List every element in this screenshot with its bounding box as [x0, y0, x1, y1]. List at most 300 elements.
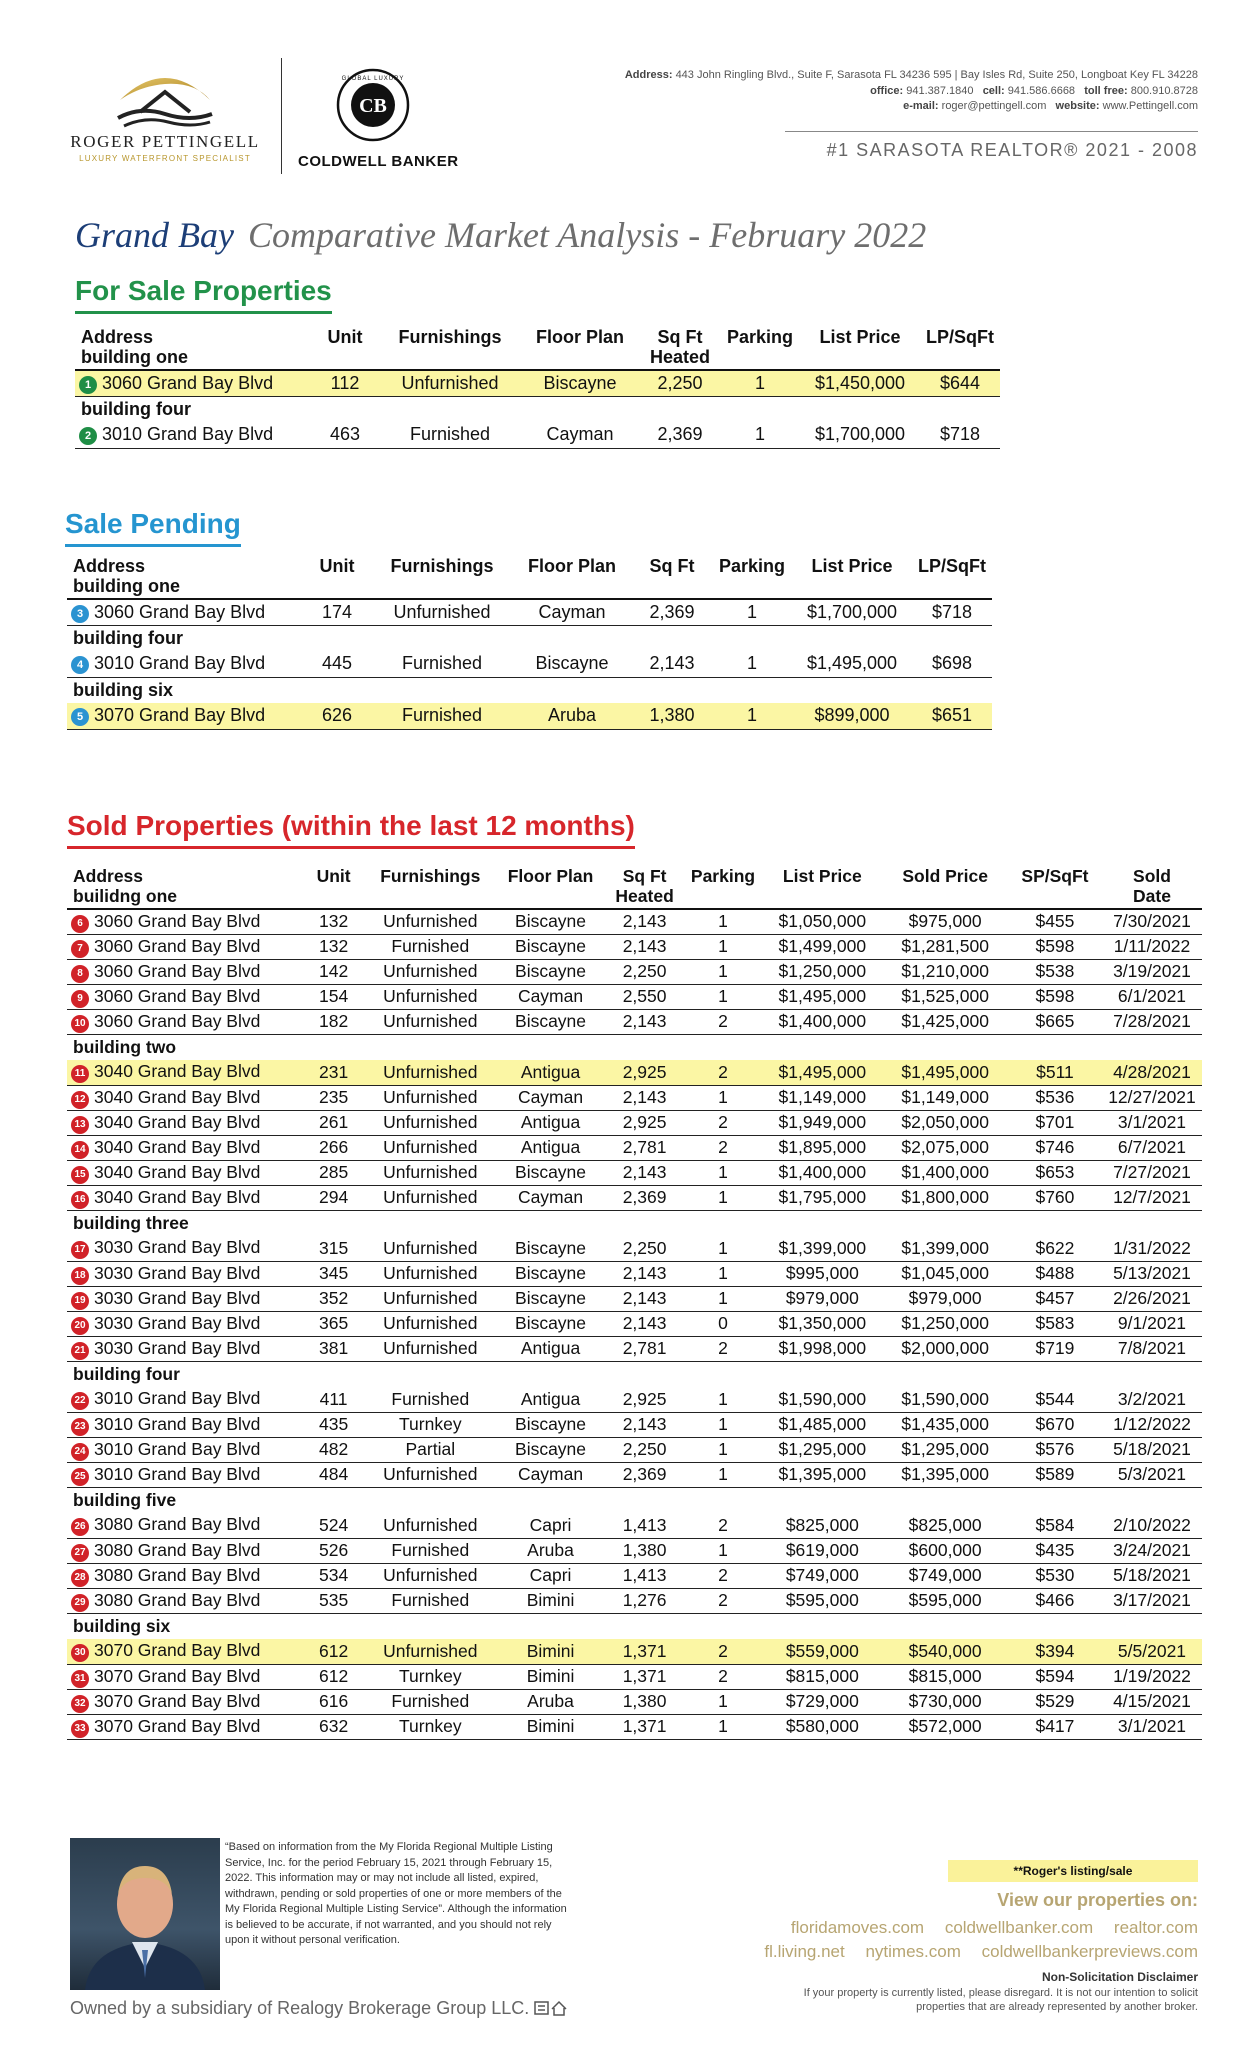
cell-spsqft: $584	[1035, 1514, 1075, 1535]
sale-pending-table	[67, 556, 992, 730]
cell-sqft: 2,143	[649, 653, 695, 674]
cell-date: 7/27/2021	[1113, 1162, 1191, 1182]
listing-address-cell	[67, 1261, 302, 1286]
cell-sqft: 1,413	[622, 1514, 667, 1535]
listing-row	[75, 422, 1000, 448]
cell-spsqft: $544	[1035, 1388, 1075, 1409]
col-sold-date: Sold Date	[1133, 866, 1171, 906]
cell-furn: Furnished	[391, 936, 470, 956]
cell-unit: 626	[321, 705, 353, 726]
site-link-previews[interactable]: coldwellbankerpreviews.com	[981, 1942, 1198, 1961]
cell-list: $1,495,000	[778, 986, 867, 1006]
cell-date: 3/1/2021	[1117, 1716, 1187, 1736]
site-link-nytimes[interactable]: nytimes.com	[865, 1942, 961, 1961]
cell-spsqft: $598	[1035, 986, 1075, 1006]
listing-row	[67, 1160, 1202, 1185]
listing-address: 3060 Grand Bay Blvd	[94, 910, 261, 931]
cell-list: $825,000	[785, 1514, 859, 1535]
cell-furn: Furnished	[409, 424, 491, 445]
site-link-coldwellbanker[interactable]: coldwellbanker.com	[944, 1918, 1094, 1937]
listing-row	[67, 1387, 1202, 1412]
listing-address-cell	[67, 1060, 302, 1085]
listing-number-badge: 10	[71, 1015, 89, 1033]
listing-address: 3040 Grand Bay Blvd	[94, 1111, 261, 1132]
cell-date: 1/31/2022	[1113, 1237, 1191, 1258]
col-address: Address building one	[73, 556, 180, 596]
cell-unit: 112	[330, 372, 360, 393]
listing-row	[67, 1639, 1202, 1664]
col-unit: Unit	[319, 556, 355, 576]
listing-address: 3060 Grand Bay Blvd	[102, 372, 274, 393]
community-name: Grand Bay	[75, 215, 234, 255]
col-sqft: Sq Ft	[649, 556, 695, 576]
listing-row	[75, 370, 1000, 396]
listing-address: 3080 Grand Bay Blvd	[94, 1564, 261, 1585]
building-group-row	[75, 396, 1000, 422]
cell-sold: $1,425,000	[901, 1011, 989, 1031]
building-group-row	[67, 1034, 1202, 1060]
cell-parking: 1	[718, 1162, 728, 1182]
col-furnishings: Furnishings	[398, 327, 502, 347]
listing-address-cell	[67, 1185, 302, 1210]
cell-date: 5/13/2021	[1113, 1263, 1191, 1283]
cell-sold: $540,000	[908, 1640, 982, 1661]
cell-parking: 1	[746, 653, 757, 674]
cell-plan: Biscayne	[515, 1162, 587, 1182]
cell-sqft: 1,371	[622, 1666, 667, 1686]
listing-number-badge: 15	[71, 1166, 89, 1184]
col-lp-sqft: LP/SqFt	[918, 556, 986, 576]
cell-furn: Partial	[405, 1439, 456, 1459]
listing-number-badge: 5	[71, 708, 89, 726]
cell-list: $1,350,000	[778, 1313, 867, 1333]
cell-parking: 2	[718, 1514, 728, 1535]
cell-plan: Antigua	[520, 1061, 581, 1082]
listing-number-badge: 27	[71, 1544, 89, 1562]
cell-sqft: 1,380	[649, 705, 695, 726]
col-sold-price: Sold Price	[902, 866, 988, 886]
building-name: building six	[73, 679, 174, 700]
listing-address: 3040 Grand Bay Blvd	[94, 1086, 261, 1107]
cell-sqft: 2,143	[622, 1162, 667, 1182]
listing-number-badge: 24	[71, 1443, 89, 1461]
listing-address: 3070 Grand Bay Blvd	[94, 1690, 261, 1711]
cell-parking: 2	[718, 1338, 728, 1358]
listing-address: 3060 Grand Bay Blvd	[94, 1010, 261, 1031]
cell-unit: 352	[318, 1288, 349, 1308]
cell-sold: $1,495,000	[901, 1061, 989, 1082]
cell-furn: Unfurnished	[383, 1338, 478, 1358]
cell-list: $1,450,000	[814, 372, 906, 393]
cell-furn: Unfurnished	[401, 372, 499, 393]
cell-furn: Unfurnished	[393, 601, 491, 622]
cell-date: 2/26/2021	[1113, 1288, 1191, 1308]
website-link[interactable]: www.Pettingell.com	[1102, 100, 1198, 112]
listing-address-cell	[67, 959, 302, 984]
cell-unit: 381	[318, 1338, 349, 1358]
coldwell-banker-logo	[298, 68, 459, 170]
building-name: building four	[73, 627, 183, 648]
listing-address-cell	[67, 1538, 302, 1563]
listing-address-cell	[67, 1085, 302, 1110]
cell-list: $1,400,000	[778, 1162, 867, 1182]
cell-plan: Antigua	[520, 1388, 581, 1409]
cell-date: 3/19/2021	[1113, 961, 1191, 981]
listing-number-badge: 17	[71, 1241, 89, 1259]
cell-plan: Cayman	[546, 424, 614, 445]
non-solicitation-text: If your property is currently listed, please disregard. It is not our intention to solicit properties that are already represented by another broker.	[803, 1987, 1198, 2013]
cell-sold: $825,000	[908, 1514, 982, 1535]
cell-list: $1,590,000	[778, 1388, 867, 1409]
cell-spsqft: $457	[1035, 1288, 1075, 1308]
cell-plan: Antigua	[520, 1112, 581, 1132]
cell-sqft: 2,250	[622, 961, 667, 981]
roger-pettingell-logo	[60, 62, 270, 163]
listing-row	[67, 1689, 1202, 1714]
cell-plan: Antigua	[520, 1338, 581, 1358]
col-address: Address building one	[81, 327, 188, 367]
agent-photo	[70, 1838, 220, 1990]
cell-list: $979,000	[785, 1288, 859, 1308]
cell-sold: $2,075,000	[901, 1137, 989, 1157]
cell-spsqft: $598	[1035, 936, 1075, 956]
building-group-row	[67, 1487, 1202, 1513]
cell-date: 4/15/2021	[1113, 1691, 1191, 1711]
cell-parking: 1	[718, 1187, 728, 1207]
cell-unit: 524	[318, 1514, 349, 1535]
cell-spsqft: $538	[1035, 961, 1075, 981]
listing-number-badge: 9	[71, 990, 89, 1008]
listing-address: 3030 Grand Bay Blvd	[94, 1237, 261, 1258]
cell-plan: Biscayne	[515, 936, 587, 956]
cell-unit: 526	[318, 1540, 349, 1560]
logo-divider	[281, 58, 282, 174]
cell-unit: 612	[318, 1640, 349, 1661]
cell-parking: 1	[718, 1414, 728, 1434]
cell-sold: $572,000	[908, 1716, 982, 1736]
cell-sqft: 2,550	[622, 986, 667, 1006]
listing-row	[67, 1664, 1202, 1689]
listing-row	[67, 1538, 1202, 1563]
listing-address-cell	[67, 909, 302, 934]
cell-spsqft: $511	[1036, 1061, 1074, 1082]
cell-parking: 2	[718, 1666, 728, 1686]
cell-parking: 2	[718, 1640, 728, 1661]
cell-sold: $1,295,000	[901, 1439, 989, 1459]
col-parking: Parking	[726, 327, 794, 347]
cell-furn: Unfurnished	[383, 1640, 478, 1661]
cell-plan: Cayman	[517, 1464, 584, 1484]
cell-parking: 1	[718, 1288, 728, 1308]
cell-date: 5/18/2021	[1113, 1565, 1191, 1585]
listing-number-badge: 3	[71, 605, 89, 623]
listing-number-badge: 16	[71, 1191, 89, 1209]
col-floor-plan: Floor Plan	[527, 556, 616, 576]
cell-sold: $600,000	[908, 1540, 982, 1560]
cell-furn: Unfurnished	[383, 1288, 478, 1308]
cell-unit: 235	[318, 1087, 349, 1107]
email-link[interactable]: roger@pettingell.com	[941, 100, 1047, 112]
col-list-price: List Price	[811, 556, 893, 576]
cell-spsqft: $670	[1035, 1414, 1075, 1434]
cell-date: 7/28/2021	[1113, 1011, 1191, 1031]
cell-list: $1,895,000	[778, 1137, 867, 1157]
cell-unit: 294	[318, 1187, 349, 1207]
listing-address-cell	[67, 1236, 302, 1261]
cell-sqft: 2,250	[622, 1237, 667, 1258]
listing-number-badge: 13	[71, 1116, 89, 1134]
cell-spsqft: $455	[1035, 911, 1075, 932]
cell-date: 4/28/2021	[1113, 1061, 1191, 1082]
listing-number-badge: 22	[71, 1392, 89, 1410]
cell-furn: Unfurnished	[383, 961, 478, 981]
report-subtitle: Comparative Market Analysis - February 2022	[247, 215, 927, 255]
cell-sold: $2,000,000	[901, 1338, 989, 1358]
cell-parking: 1	[718, 911, 728, 932]
cell-sold: $2,050,000	[901, 1112, 989, 1132]
cell-list: $1,499,000	[778, 936, 867, 956]
cell-unit: 612	[318, 1666, 349, 1686]
cell-plan: Capri	[529, 1514, 572, 1535]
cell-list: $619,000	[785, 1540, 859, 1560]
listing-row	[67, 599, 992, 625]
cell-plan: Cayman	[517, 1087, 584, 1107]
cell-furn: Unfurnished	[383, 1162, 478, 1182]
non-solicitation-title: Non-Solicitation Disclaimer	[1041, 1970, 1198, 1984]
listing-address-cell	[75, 422, 310, 448]
sold-table	[67, 866, 1202, 1740]
listing-address-cell	[67, 1387, 302, 1412]
cell-furn: Furnished	[391, 1691, 470, 1711]
cell-unit: 365	[318, 1313, 349, 1333]
cell-plan: Capri	[529, 1565, 572, 1585]
listing-row	[67, 651, 992, 677]
cell-spsqft: $665	[1035, 1011, 1075, 1031]
cell-sqft: 2,369	[622, 1464, 667, 1484]
cell-plan: Bimini	[526, 1716, 575, 1736]
cell-furn: Furnished	[401, 705, 483, 726]
listing-address: 3040 Grand Bay Blvd	[94, 1186, 261, 1207]
listing-address-cell	[67, 703, 302, 729]
cell-sold: $1,800,000	[901, 1187, 989, 1207]
cell-plan: Biscayne	[515, 1414, 587, 1434]
site-link-floridamoves[interactable]: floridamoves.com	[790, 1918, 925, 1937]
cell-sold: $1,149,000	[901, 1087, 989, 1107]
cell-unit: 632	[318, 1716, 349, 1736]
listing-address-cell	[67, 1437, 302, 1462]
cell-list: $580,000	[785, 1716, 859, 1736]
house-waves-logo-icon	[110, 62, 220, 128]
cell-date: 6/1/2021	[1117, 986, 1187, 1006]
contact-block	[625, 68, 1198, 115]
cell-date: 2/10/2022	[1113, 1514, 1191, 1535]
listing-address: 3010 Grand Bay Blvd	[94, 1413, 261, 1434]
cell-unit: 435	[318, 1414, 349, 1434]
cell-parking: 1	[754, 372, 765, 393]
col-parking: Parking	[690, 866, 756, 886]
cell-spsqft: $466	[1035, 1590, 1075, 1610]
cell-sqft: 2,143	[622, 911, 667, 932]
cell-parking: 2	[718, 1061, 728, 1082]
cell-sqft: 2,143	[622, 1313, 667, 1333]
cell-date: 12/7/2021	[1113, 1187, 1191, 1207]
col-sqft: Sq Ft Heated	[649, 327, 711, 367]
cell-date: 6/7/2021	[1117, 1137, 1187, 1157]
contact-divider	[785, 131, 1198, 132]
cell-sold: $1,590,000	[901, 1388, 989, 1409]
cell-list: $1,399,000	[778, 1237, 867, 1258]
cell-list: $815,000	[785, 1666, 859, 1686]
listing-number-badge: 25	[71, 1468, 89, 1486]
cell-list: $1,395,000	[778, 1464, 867, 1484]
cell-sqft: 2,143	[622, 1414, 667, 1434]
listing-address-cell	[67, 1286, 302, 1311]
site-link-realtor[interactable]: realtor.com	[1113, 1918, 1198, 1937]
listing-address: 3030 Grand Bay Blvd	[94, 1337, 261, 1358]
listing-address-cell	[67, 1009, 302, 1034]
cell-plan: Antigua	[520, 1137, 581, 1157]
cell-unit: 463	[329, 424, 361, 445]
listing-address-cell	[67, 1588, 302, 1613]
cell-sold: $1,435,000	[901, 1414, 989, 1434]
col-sqft: Sq Ft Heated	[615, 866, 674, 906]
cell-furn: Unfurnished	[383, 1313, 478, 1333]
cell-lpsqft: $698	[931, 653, 973, 674]
cell-sqft: 2,143	[622, 1011, 667, 1031]
cell-parking: 1	[718, 1263, 728, 1283]
listing-address: 3070 Grand Bay Blvd	[94, 705, 266, 726]
cell-spsqft: $583	[1035, 1313, 1075, 1333]
listing-number-badge: 31	[71, 1670, 89, 1688]
realtor-tagline: #1 SARASOTA REALTOR® 2021 - 2008	[826, 140, 1198, 160]
cell-sold: $975,000	[908, 911, 982, 932]
cell-sqft: 1,371	[622, 1640, 667, 1661]
cell-sqft: 2,781	[622, 1137, 667, 1157]
email-line: e-mail: roger@pettingell.com website: www.Pettingell.com	[903, 100, 1198, 112]
listing-row	[67, 1412, 1202, 1437]
cell-list: $1,949,000	[778, 1112, 867, 1132]
cell-furn: Furnished	[391, 1388, 470, 1409]
listing-address-cell	[67, 599, 302, 625]
cell-spsqft: $653	[1035, 1162, 1075, 1182]
cell-plan: Biscayne	[515, 1263, 587, 1283]
listing-row	[67, 1135, 1202, 1160]
listing-row	[67, 984, 1202, 1009]
cell-furn: Turnkey	[399, 1716, 462, 1736]
listing-address: 3080 Grand Bay Blvd	[94, 1514, 261, 1535]
cell-sold: $979,000	[908, 1288, 982, 1308]
cell-unit: 132	[318, 936, 349, 956]
listing-row	[67, 1009, 1202, 1034]
listing-number-badge: 4	[71, 656, 89, 674]
listing-row	[67, 909, 1202, 934]
equal-housing-icon	[534, 2000, 568, 2016]
for-sale-table	[75, 327, 1000, 449]
cell-sold: $1,250,000	[901, 1313, 989, 1333]
cell-date: 5/18/2021	[1113, 1439, 1191, 1459]
address-line: Address: 443 John Ringling Blvd., Suite F, Sarasota FL 34236 595 | Bay Isles Rd, Suite 250, Longboat Key FL 34228	[624, 69, 1198, 81]
cell-date: 3/2/2021	[1117, 1388, 1187, 1409]
cell-spsqft: $589	[1035, 1464, 1075, 1484]
listing-number-badge: 1	[79, 376, 97, 394]
agent-name: ROGER PETTINGELL	[70, 132, 260, 151]
cell-plan: Biscayne	[515, 961, 587, 981]
cell-sqft: 1,380	[622, 1540, 667, 1560]
cell-spsqft: $760	[1035, 1187, 1075, 1207]
cell-unit: 484	[318, 1464, 349, 1484]
cell-list: $1,495,000	[806, 653, 898, 674]
cell-plan: Biscayne	[543, 372, 617, 393]
listing-number-badge: 6	[71, 915, 89, 933]
cell-unit: 482	[318, 1439, 349, 1459]
listing-address: 3030 Grand Bay Blvd	[94, 1262, 261, 1283]
cell-parking: 1	[718, 936, 728, 956]
cell-furn: Furnished	[391, 1590, 470, 1610]
cell-sold: $595,000	[908, 1590, 982, 1610]
cell-list: $1,495,000	[778, 1061, 867, 1082]
cell-spsqft: $701	[1035, 1112, 1075, 1132]
cell-plan: Biscayne	[515, 1313, 587, 1333]
cell-list: $1,700,000	[814, 424, 906, 445]
cell-list: $1,795,000	[778, 1187, 867, 1207]
listing-address-cell	[67, 1160, 302, 1185]
cell-furn: Unfurnished	[383, 1187, 478, 1207]
cell-furn: Unfurnished	[383, 1263, 478, 1283]
cb-mark: CB	[359, 95, 387, 117]
cell-furn: Unfurnished	[383, 1087, 478, 1107]
cell-furn: Unfurnished	[383, 1112, 478, 1132]
cell-sqft: 2,369	[657, 424, 703, 445]
cell-plan: Biscayne	[515, 1288, 587, 1308]
building-group-row	[67, 1613, 1202, 1639]
cb-global-luxury-seal-icon	[336, 68, 410, 142]
cell-sold: $1,281,500	[901, 936, 989, 956]
cell-plan: Aruba	[527, 1540, 574, 1560]
cell-sold: $1,395,000	[901, 1464, 989, 1484]
cell-parking: 1	[718, 1388, 728, 1409]
listing-row	[67, 1714, 1202, 1739]
cell-list: $1,250,000	[778, 961, 867, 981]
listing-row	[67, 1588, 1202, 1613]
listing-address-cell	[67, 1563, 302, 1588]
cell-unit: 534	[318, 1565, 349, 1585]
mls-disclaimer: “Based on information from the My Florida Regional Multiple Listing Service, Inc. for the period February 15, 2021 through February 15, 2022. This information may or may not include all listed, expired, withdrawn, pending or sold properties of one or more members of the My Florida Regional Multiple Listing Service”. Although the information is believed to be accurate, if not warranted, and you should not rely upon it without personal verification.	[225, 1841, 567, 1946]
listing-address: 3010 Grand Bay Blvd	[102, 424, 274, 445]
listing-address-cell	[67, 1513, 302, 1538]
listing-address: 3040 Grand Bay Blvd	[94, 1161, 261, 1182]
cell-parking: 0	[718, 1313, 728, 1333]
cell-plan: Bimini	[526, 1640, 575, 1661]
col-floor-plan: Floor Plan	[507, 866, 594, 886]
cell-list: $1,149,000	[778, 1087, 867, 1107]
listing-address-cell	[67, 651, 302, 677]
site-link-living[interactable]: fl.living.net	[764, 1942, 845, 1961]
listing-number-badge: 8	[71, 965, 89, 983]
listing-number-badge: 29	[71, 1594, 89, 1612]
cell-furn: Furnished	[391, 1540, 470, 1560]
col-list-price: List Price	[819, 327, 901, 347]
col-unit: Unit	[316, 866, 351, 886]
listing-address: 3030 Grand Bay Blvd	[94, 1312, 261, 1333]
cell-date: 1/12/2022	[1113, 1414, 1191, 1434]
listing-row	[67, 1286, 1202, 1311]
view-properties-heading: View our properties on:	[997, 1890, 1198, 1910]
building-name: building six	[73, 1615, 171, 1636]
listing-row	[67, 1110, 1202, 1135]
agent-tagline: LUXURY WATERFRONT SPECIALIST	[79, 154, 251, 163]
cell-date: 3/24/2021	[1113, 1540, 1191, 1560]
listing-address-cell	[67, 1110, 302, 1135]
